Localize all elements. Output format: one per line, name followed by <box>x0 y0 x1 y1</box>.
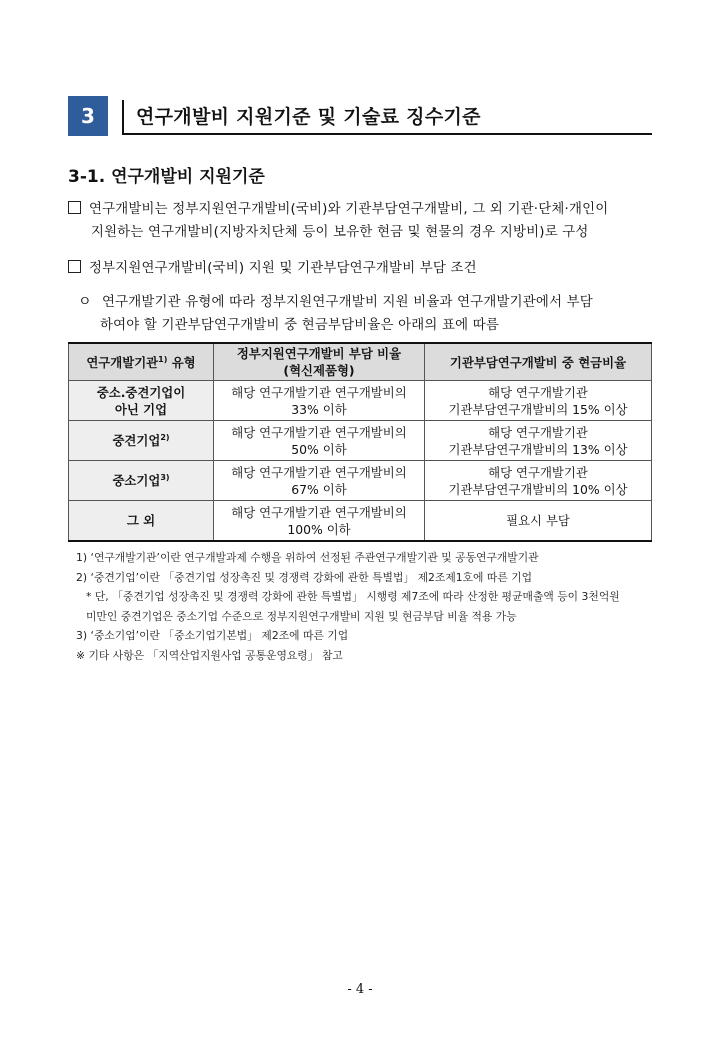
table-row <box>69 501 652 542</box>
paragraph-3-continued <box>100 314 499 337</box>
subsection-title: 3-1. 연구개발비 지원기준 <box>68 167 265 187</box>
section-title: 연구개발비 지원기준 및 기술료 징수기준 <box>136 106 481 128</box>
row-government-ratio: 해당 연구개발기관 연구개발비의 50% 이하 <box>214 421 425 461</box>
footnote-1: 1) ‘연구개발기관’이란 연구개발과제 수행을 위하여 선정된 주관연구개발기관 및 공동연구개발기관 <box>76 551 539 564</box>
row-type: 중소.중견기업이 아닌 기업 <box>69 381 214 421</box>
header-government-ratio: 정부지원연구개발비 부담 비율 (혁신제품형) <box>214 343 425 381</box>
row-government-ratio: 해당 연구개발기관 연구개발비의 33% 이하 <box>214 381 425 421</box>
row-cash-ratio: 필요시 부담 <box>425 501 652 542</box>
funding-ratio-table <box>68 342 652 542</box>
table-row <box>69 381 652 421</box>
row-type: 중견기업$^{2)}$ <box>69 421 214 461</box>
footnote-2-detail: * 단, 「중견기업 성장촉진 및 경쟁력 강화에 관한 특별법」 시행령 제7조에 따라 산정한 평균매출액 등이 3천억원 <box>86 590 620 604</box>
footnote-2-detail-continued: 미만인 중견기업은 중소기업 수준으로 정부지원연구개발비 지원 및 현금부담 비율 적용 가능 <box>86 609 517 623</box>
paragraph-1-line-2: 지원하는 연구개발비(지방자치단체 등이 보유한 현금 및 현물의 경우 지방비)로 구성 <box>91 225 589 240</box>
row-type: 그 외 <box>69 501 214 542</box>
table-header-row <box>69 343 652 381</box>
header-cash-ratio: 기관부담연구개발비 중 현금비율 <box>425 343 652 381</box>
row-type: 중소기업$^{3)}$ <box>69 461 214 501</box>
paragraph-1-line-1: 연구개발비는 정부지원연구개발비(국비)와 기관부담연구개발비, 그 외 기관·단체·개인이 <box>89 202 609 217</box>
paragraph-2-text: 정부지원연구개발비(국비) 지원 및 기관부담연구개발비 부담 조건 <box>89 261 477 276</box>
section-underline <box>122 133 652 135</box>
footnote-3: 3) ‘중소기업’이란 「중소기업기본법」 제2조에 따른 기업 <box>76 629 349 643</box>
header-institution-type: 연구개발기관$^{1)}$ 유형 <box>69 343 214 381</box>
paragraph-3 <box>78 291 593 314</box>
reference-note: ※ 기타 사항은 「지역산업지원사업 공통운영요령」 참고 <box>76 648 343 662</box>
section-header <box>68 96 652 136</box>
table-row <box>69 421 652 461</box>
checkbox-bullet-icon <box>68 260 81 273</box>
paragraph-2 <box>68 257 477 280</box>
row-government-ratio: 해당 연구개발기관 연구개발비의 67% 이하 <box>214 461 425 501</box>
paragraph-1 <box>68 198 608 221</box>
section-number: 3 <box>68 96 108 136</box>
table-row <box>69 461 652 501</box>
footnote-2: 2) ‘중견기업’이란 「중견기업 성장촉진 및 경쟁력 강화에 관한 특별법」 제2조제1호에 따른 기업 <box>76 570 533 584</box>
circle-bullet-icon: ㅇ <box>78 294 92 310</box>
page-number: - 4 - <box>347 982 373 997</box>
paragraph-1-continued <box>91 221 589 244</box>
paragraph-3-line-2: 하여야 할 기관부담연구개발비 중 현금부담비율은 아래의 표에 따름 <box>100 318 499 333</box>
row-cash-ratio: 해당 연구개발기관 기관부담연구개발비의 10% 이상 <box>425 461 652 501</box>
section-title-bar <box>122 100 124 134</box>
paragraph-3-line-1: 연구개발기관 유형에 따라 정부지원연구개발비 지원 비율과 연구개발기관에서 부담 <box>102 295 593 310</box>
checkbox-bullet-icon <box>68 201 81 214</box>
row-cash-ratio: 해당 연구개발기관 기관부담연구개발비의 13% 이상 <box>425 421 652 461</box>
row-cash-ratio: 해당 연구개발기관 기관부담연구개발비의 15% 이상 <box>425 381 652 421</box>
footnotes <box>76 548 620 666</box>
row-government-ratio: 해당 연구개발기관 연구개발비의 100% 이하 <box>214 501 425 542</box>
